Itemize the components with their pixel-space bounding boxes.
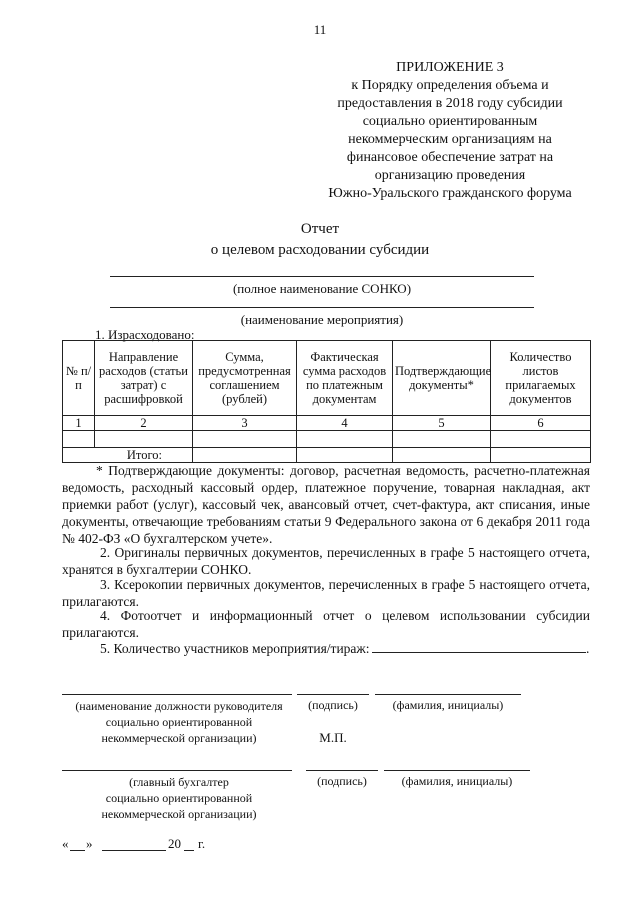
accountant-signature-line[interactable]: [306, 770, 378, 771]
head-signature-line[interactable]: [297, 694, 369, 695]
section-1-label: 1. Израсходовано:: [95, 327, 195, 342]
column-number: 2: [95, 416, 193, 431]
date-year-suffix: г.: [198, 836, 206, 851]
head-name-caption: (фамилия, инициалы): [392, 698, 504, 712]
table-cell[interactable]: [297, 431, 393, 448]
table-column-numbers-row: [63, 416, 591, 431]
note-item-4: 4. Фотоотчет и информационный отчет о целевом использовании субсидии прилагаются.: [62, 608, 590, 640]
table-row: [63, 431, 591, 448]
head-caption-line: социально ориентированной: [105, 715, 253, 729]
accountant-signature-caption: (подпись): [317, 774, 367, 788]
table-cell[interactable]: [95, 431, 193, 448]
table-cell[interactable]: [193, 431, 297, 448]
org-name-caption: (полное наименование СОНКО): [232, 281, 412, 296]
header-cell-direction: Направление расходов (статьи затрат) с расшифровкой: [95, 341, 193, 416]
table-cell[interactable]: [63, 431, 95, 448]
head-name-line[interactable]: [375, 694, 521, 695]
total-label: Итого:: [63, 448, 193, 463]
head-caption: [62, 698, 296, 746]
header-cell-agreed-sum: Сумма, предусмотренная соглашением (рублей): [193, 341, 297, 416]
note-item-2: 2. Оригиналы первичных документов, перечисленных в графе 5 настоящего отчета, хранятся в бухгалтерии СОНКО.: [62, 545, 590, 577]
note-item-5: 5. Количество участников мероприятия/тираж:: [100, 641, 370, 656]
date-month-line[interactable]: [102, 850, 166, 851]
accountant-caption-line: (главный бухгалтер: [129, 775, 229, 789]
date-day-line[interactable]: [70, 850, 85, 851]
head-caption-line: (наименование должности руководителя: [75, 699, 283, 713]
accountant-name-line[interactable]: [384, 770, 530, 771]
header-cell-documents: Подтверждающие документы*: [393, 341, 491, 416]
accountant-line[interactable]: [62, 770, 292, 771]
column-number: 4: [297, 416, 393, 431]
head-signature-caption: (подпись): [308, 698, 358, 712]
participants-end: .: [586, 641, 590, 656]
column-number: 1: [63, 416, 95, 431]
event-name-line[interactable]: [110, 307, 534, 308]
table-header-row: [63, 341, 591, 416]
accountant-caption: [62, 774, 296, 822]
appendix-block: [300, 59, 600, 203]
appendix-line: предоставления в 2018 году субсидии: [337, 96, 563, 111]
appendix-line: организацию проведения: [374, 168, 526, 183]
footnote-text: * Подтверждающие документы: договор, расчетная ведомость, расчетно-платежная ведомость, расходный кассовый ордер, платежное поручение, товарная накладная, акт приемки работ (услуг), кассовый чек, авансовый отчет, счет-фактура, акт списания, иные документы, отвечающие требованиям статьи 9 Федерального закона от 6 декабря 2011 года № 402-ФЗ «О бухгалтерском учете».: [62, 463, 590, 546]
accountant-caption-line: социально ориентированной: [105, 791, 253, 805]
report-title: [0, 219, 640, 261]
header-cell-number: № п/п: [63, 341, 95, 416]
date-line: [62, 836, 282, 854]
participants-line[interactable]: [372, 652, 586, 653]
appendix-line: финансовое обеспечение затрат на: [346, 150, 554, 165]
column-number: 5: [393, 416, 491, 431]
accountant-caption-line: некоммерческой организации): [101, 807, 257, 821]
table-cell[interactable]: [393, 431, 491, 448]
appendix-heading: ПРИЛОЖЕНИЕ 3: [396, 60, 504, 75]
date-open-quote: «: [62, 836, 69, 851]
head-position-line[interactable]: [62, 694, 292, 695]
column-number: 6: [491, 416, 591, 431]
column-number: 3: [193, 416, 297, 431]
appendix-line: социально ориентированным: [362, 114, 538, 129]
table-cell[interactable]: [393, 448, 491, 463]
date-year-line[interactable]: [184, 850, 194, 851]
stamp-label: М.П.: [319, 730, 347, 745]
appendix-line: Южно-Уральского гражданского форума: [328, 186, 572, 201]
date-year-prefix: 20: [168, 836, 181, 851]
report-title-line1: Отчет: [300, 221, 340, 237]
table-total-row: [63, 448, 591, 463]
report-title-line2: о целевом расходовании субсидии: [210, 242, 430, 258]
org-name-line[interactable]: [110, 276, 534, 277]
expense-table: [62, 340, 591, 463]
appendix-line: некоммерческим организациям на: [348, 132, 552, 147]
header-cell-actual-sum: Фактическая сумма расходов по платежным документам: [297, 341, 393, 416]
page-number: 11: [313, 22, 327, 37]
date-close-quote: »: [86, 836, 93, 851]
table-cell[interactable]: [297, 448, 393, 463]
header-cell-sheets: Количество листов прилагаемых документов: [491, 341, 591, 416]
accountant-name-caption: (фамилия, инициалы): [401, 774, 513, 788]
head-caption-line: некоммерческой организации): [101, 731, 257, 745]
event-name-caption: (наименование мероприятия): [240, 312, 404, 327]
table-cell[interactable]: [491, 448, 591, 463]
table-cell[interactable]: [193, 448, 297, 463]
appendix-line: к Порядку определения объема и: [351, 78, 549, 93]
note-item-3: 3. Ксерокопии первичных документов, перечисленных в графе 5 настоящего отчета, прилагаются.: [62, 577, 590, 609]
table-cell[interactable]: [491, 431, 591, 448]
